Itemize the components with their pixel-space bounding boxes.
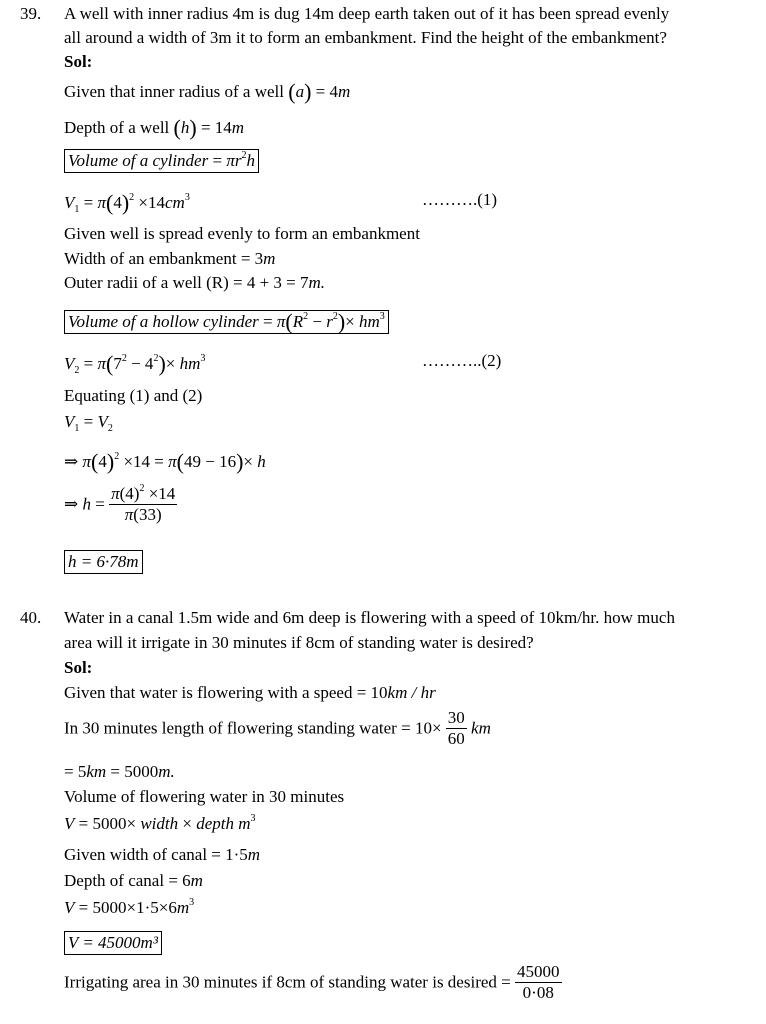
embankment-width: Width of an embankment = 3m: [64, 249, 276, 268]
solution-label-40: Sol:: [64, 658, 93, 677]
volume-substitution: $V = 5000\times 1\cdot 5\times 6m^3$: [64, 897, 195, 917]
outer-radius: Outer radii of a well (R) = 4 + 3 = 7m.: [64, 273, 326, 292]
volume-formula: V = 5000× width × depth $m^3$: [64, 813, 256, 833]
given-depth: Depth of a well (h) = 14m: [64, 115, 245, 140]
given-speed: Given that water is flowering with a speed = 10km / hr: [64, 683, 436, 702]
question-39-text-line2: all around a width of 3m it to form an embankment. Find the height of the embankment?: [64, 28, 667, 47]
question-39-number: 39.: [20, 4, 42, 23]
question-40-text-line1: Water in a canal 1.5m wide and 6m deep is flowering with a speed of 10km/hr. how much: [64, 608, 675, 627]
inner-radius-expression: (a) = 4m: [288, 79, 351, 104]
canal-width: Given width of canal = 1·5m: [64, 845, 261, 864]
equation-substitution: ⇒ $\pi(4)^2 \times 14 = \pi(49 - 16)\times h$: [64, 449, 266, 474]
length-result: = 5km = 5000m.: [64, 762, 175, 781]
answer-39: h = 6·78m: [64, 552, 143, 572]
question-40-text-line2: area will it irrigate in 30 minutes if 8cm of standing water is desired?: [64, 633, 534, 652]
irrigation-area: Irrigating area in 30 minutes if 8cm of standing water is desired = $\frac{45000}{0\cdot 08}$: [64, 962, 560, 1003]
hollow-cylinder-formula: Volume of a hollow cylinder = $\pi(R^2 - r^2)\times hm^3$: [64, 309, 389, 335]
canal-depth: Depth of canal = 6m: [64, 871, 203, 890]
irrigation-fraction: $\frac{45000}{0\cdot 08}$: [517, 962, 560, 1003]
spread-statement: Given well is spread evenly to form an embankment: [64, 224, 420, 243]
answer-40: V = 45000m³: [64, 933, 162, 953]
depth-expression: (h) = 14m: [173, 115, 245, 140]
equation-v1-equals-v2: $V_1 = V_2$: [64, 412, 113, 434]
solution-label-39: Sol:: [64, 52, 93, 71]
equation-v2: $V_2 = \pi(7^2 - 4^2)\times hm^3$: [64, 351, 206, 376]
length-of-water: In 30 minutes length of flowering standing water = 10× $\frac{30}{60}$ km: [64, 708, 491, 749]
equating-statement: Equating (1) and (2): [64, 386, 203, 405]
equation-ref-1: ……….(1): [422, 190, 498, 209]
equation-ref-2: ………..(2): [422, 351, 502, 370]
volume-statement: Volume of flowering water in 30 minutes: [64, 787, 345, 806]
given-inner-radius: Given that inner radius of a well (a) = 4m: [64, 79, 351, 104]
question-39-text-line1: A well with inner radius 4m is dug 14m deep earth taken out of it has been spread evenly: [64, 4, 670, 23]
equation-v1: $V_1 = \pi(4)^2 \times 14cm^3$: [64, 190, 190, 215]
cylinder-volume-formula: Volume of a cylinder = $\pi r^2h$: [64, 151, 259, 171]
time-fraction: $\frac{30}{60}$: [447, 708, 465, 749]
height-fraction-equation: ⇒ h = $\frac{\pi(4)^2 \times 14}{\pi(33)}$: [64, 483, 176, 525]
height-fraction: $\frac{\pi(4)^2 \times 14}{\pi(33)}$: [111, 483, 176, 525]
question-40-number: 40.: [20, 608, 42, 627]
